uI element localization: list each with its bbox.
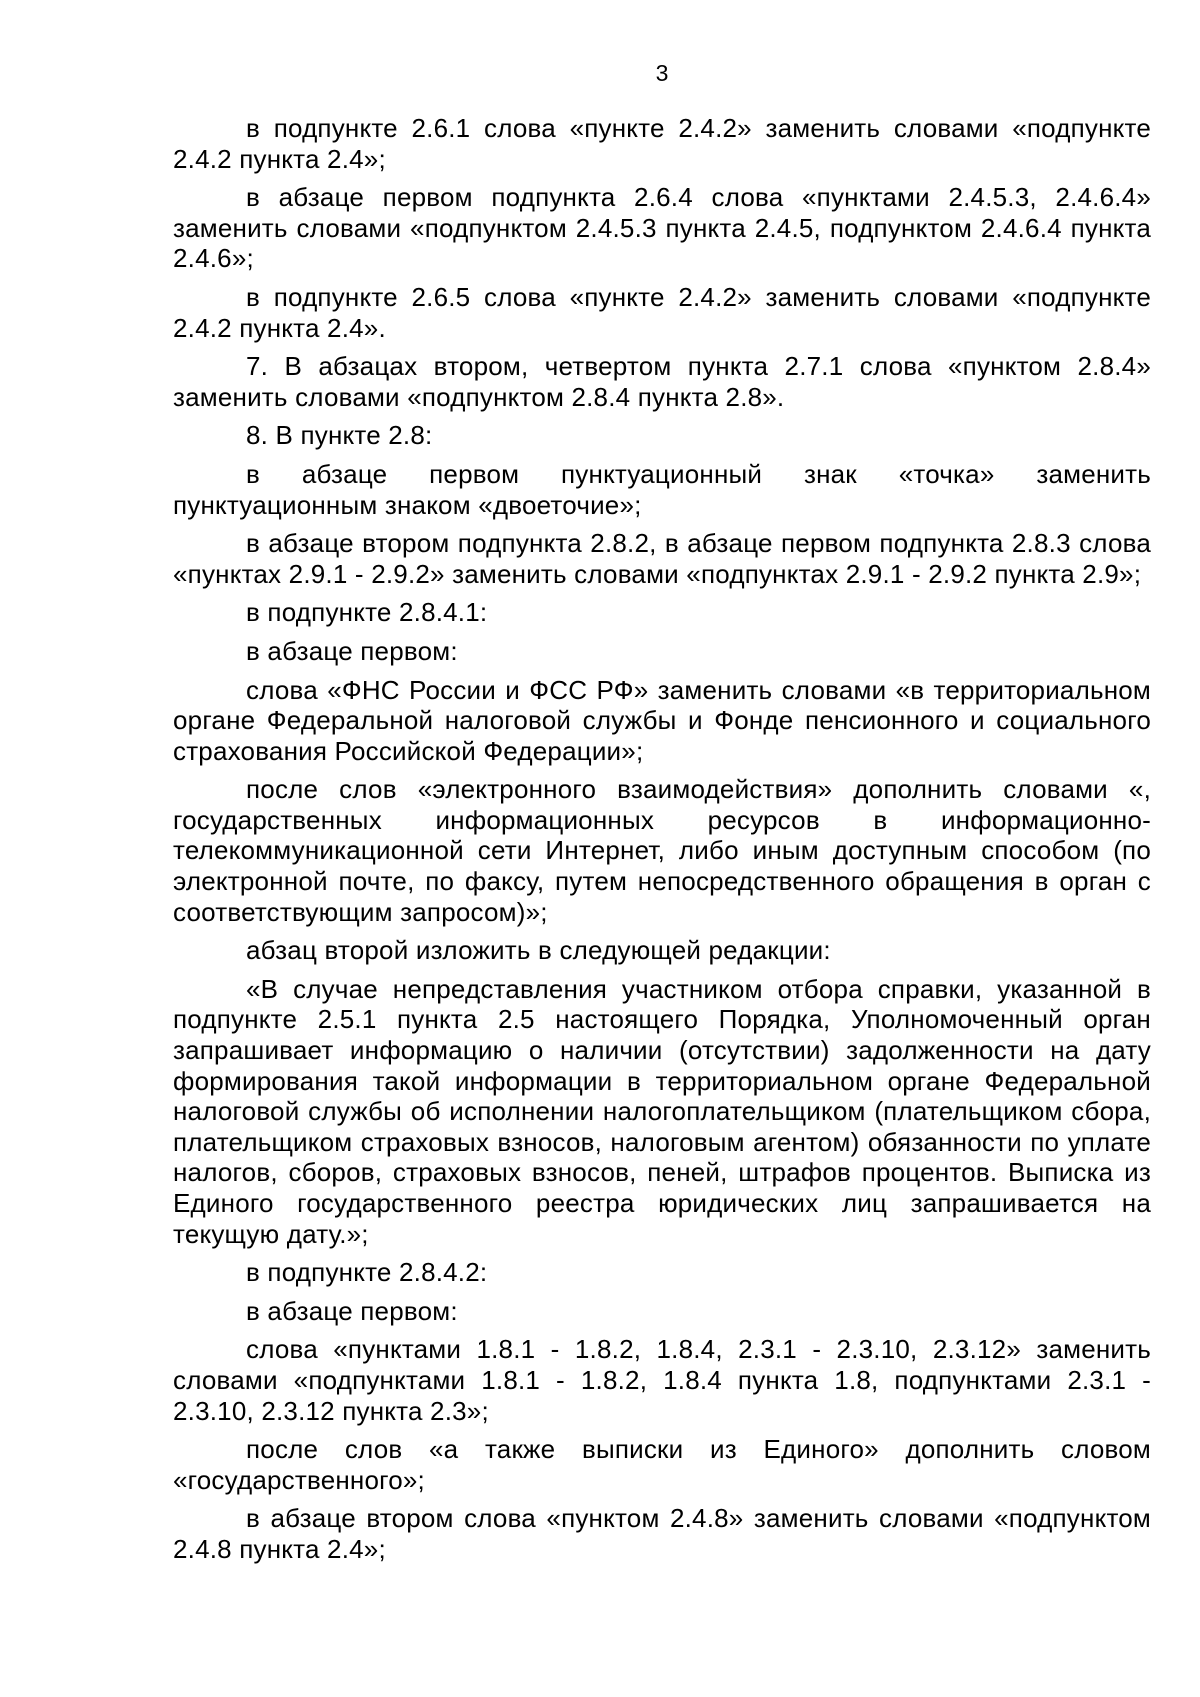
page-number: 3 xyxy=(655,60,669,86)
paragraph: 8. В пункте 2.8: xyxy=(246,420,433,451)
paragraph: в абзаце первом пунктуационный знак «точка» заменить пунктуационным знаком «двоеточие»; xyxy=(173,458,1151,520)
paragraph: в абзаце первом: xyxy=(246,635,458,666)
paragraph: после слов «электронного взаимодействия» дополнить словами «, государственных информационных ресурсов в информационно-телекоммуникационной сети Интернет, либо иным доступным способом (по электронной почте, по факсу, путем непосредственного обращения в орган с соответствующим запросом)»; xyxy=(173,774,1151,927)
paragraph: в подпункте 2.6.1 слова «пункте 2.4.2» заменить словами «подпункте 2.4.2 пункта 2.4»; xyxy=(173,113,1151,174)
paragraph: в подпункте 2.8.4.1: xyxy=(246,597,488,628)
paragraph: в абзаце втором слова «пунктом 2.4.8» заменить словами «подпунктом 2.4.8 пункта 2.4»; xyxy=(173,1503,1151,1564)
paragraph: 7. В абзацах втором, четвертом пункта 2.7.1 слова «пунктом 2.8.4» заменить словами «подпунктом 2.8.4 пункта 2.8». xyxy=(173,351,1151,412)
paragraph: в абзаце первом подпункта 2.6.4 слова «пунктами 2.4.5.3, 2.4.6.4» заменить словами «подпунктом 2.4.5.3 пункта 2.4.5, подпунктом 2.4.6.4 пункта 2.4.6»; xyxy=(173,182,1151,274)
paragraph: слова «пунктами 1.8.1 - 1.8.2, 1.8.4, 2.3.1 - 2.3.10, 2.3.12» заменить словами «подпунктами 1.8.1 - 1.8.2, 1.8.4 пункта 1.8, подпунктами 2.3.1 - 2.3.10, 2.3.12 пункта 2.3»; xyxy=(173,1334,1151,1426)
paragraph: после слов «а также выписки из Единого» дополнить словом «государственного»; xyxy=(173,1434,1151,1495)
paragraph: абзац второй изложить в следующей редакции: xyxy=(246,935,831,966)
paragraph: в подпункте 2.8.4.2: xyxy=(246,1257,488,1288)
paragraph: слова «ФНС России и ФСС РФ» заменить словами «в территориальном органе Федеральной налоговой службы и Фонде пенсионного и социального страхования Российской Федерации»; xyxy=(173,674,1151,766)
paragraph: «В случае непредставления участником отбора справки, указанной в подпункте 2.5.1 пункта 2.5 настоящего Порядка, Уполномоченный орган запрашивает информацию о наличии (отсутствии) задолженности на дату формирования такой информации в территориальном органе Федеральной налоговой службы об исполнении налогоплательщиком (плательщиком сбора, плательщиком страховых взносов, налоговым агентом) обязанности по уплате налогов, сборов, страховых взносов, пеней, штрафов процентов. Выписка из Единого государственного реестра юридических лиц запрашивается на текущую дату.»; xyxy=(173,973,1151,1249)
paragraph: в абзаце втором подпункта 2.8.2, в абзаце первом подпункта 2.8.3 слова «пунктах 2.9.1 - 2.9.2» заменить словами «подпунктах 2.9.1 - 2.9.2 пункта 2.9»; xyxy=(173,528,1151,589)
paragraph: в подпункте 2.6.5 слова «пункте 2.4.2» заменить словами «подпункте 2.4.2 пункта 2.4». xyxy=(173,281,1151,343)
paragraph: в абзаце первом: xyxy=(246,1295,458,1326)
document-body xyxy=(173,113,1151,1573)
